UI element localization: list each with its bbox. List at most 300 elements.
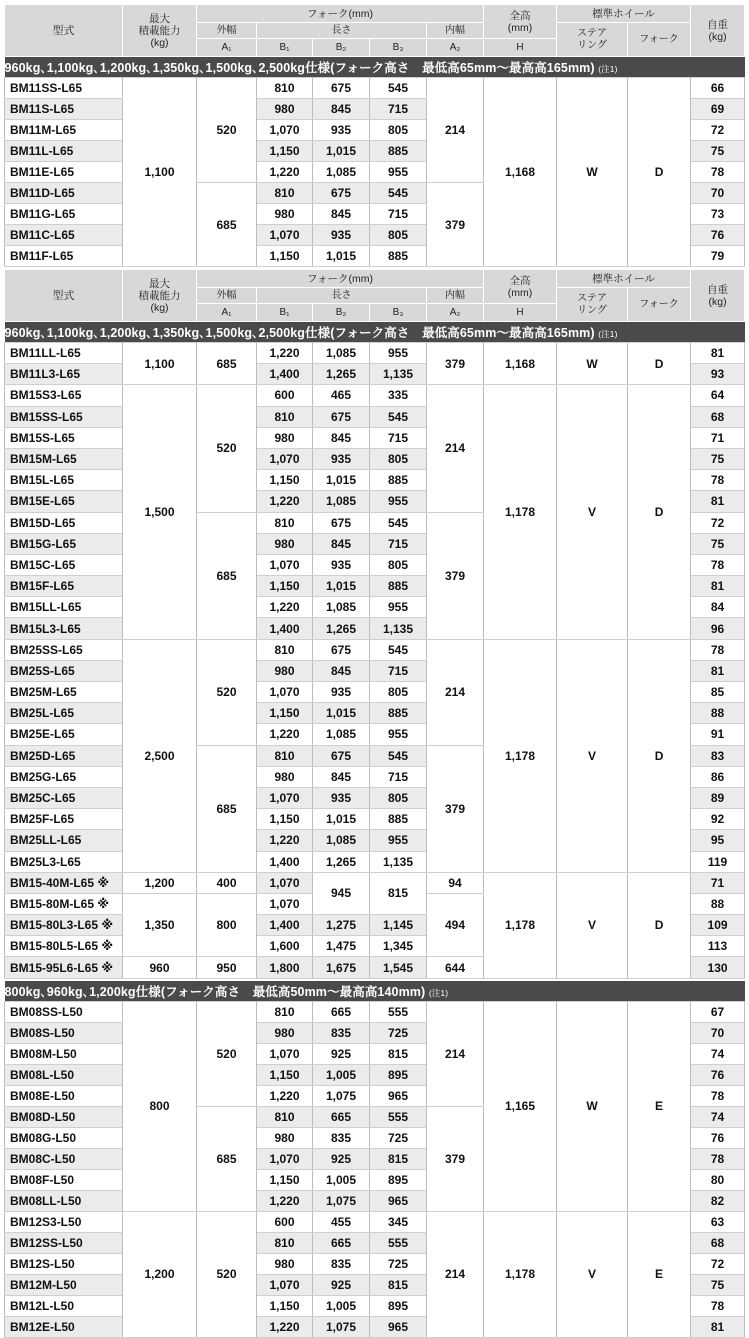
cell-weight: 70: [691, 1022, 745, 1043]
cell-model: BM11C-L65: [5, 225, 123, 246]
header-a1: A₁: [197, 39, 257, 57]
cell-weight: 76: [691, 1064, 745, 1085]
cell-weight: 75: [691, 448, 745, 469]
cell-b1: 1,070: [257, 682, 313, 703]
cell-steer: W: [557, 343, 628, 385]
spec-block-1: [4, 4, 745, 267]
table-row: [5, 1211, 745, 1232]
cell-b3: 545: [370, 639, 427, 660]
cell-b1: 1,220: [257, 491, 313, 512]
section-note: (注1): [598, 329, 618, 339]
cell-b1: 980: [257, 427, 313, 448]
cell-weight: 81: [691, 660, 745, 681]
cell-model: BM11L3-L65: [5, 364, 123, 385]
cell-weight: 79: [691, 246, 745, 267]
section-title: [5, 981, 745, 1002]
cell-model: BM25L3-L65: [5, 851, 123, 872]
cell-b2: 935: [313, 682, 370, 703]
cell-weight: 91: [691, 724, 745, 745]
cell-b3: 955: [370, 491, 427, 512]
cell-b2: 665: [313, 1232, 370, 1253]
cell-capacity: 1,350: [123, 893, 197, 957]
cell-model: BM08D-L50: [5, 1106, 123, 1127]
cell-b1: 1,150: [257, 141, 313, 162]
cell-a1: 950: [197, 957, 257, 978]
cell-model: BM11E-L65: [5, 162, 123, 183]
cell-b3: 965: [370, 1190, 427, 1211]
cell-weight: 74: [691, 1106, 745, 1127]
cell-b3: 545: [370, 183, 427, 204]
header-wheel-group: 標準ホイール: [557, 270, 691, 288]
header-height: 全高 (mm): [484, 5, 557, 39]
cell-model: BM11D-L65: [5, 183, 123, 204]
cell-model: BM15SS-L65: [5, 406, 123, 427]
cell-weight: 96: [691, 618, 745, 639]
cell-weight: 88: [691, 893, 745, 914]
section-title-text: 960kg､1,100kg､1,200kg､1,350kg､1,500kg､2,500kg仕様(フォーク高さ 最低高65mm～最高高165mm): [4, 61, 595, 75]
cell-weight: 72: [691, 1253, 745, 1274]
cell-model: BM08G-L50: [5, 1127, 123, 1148]
cell-b2: 1,005: [313, 1295, 370, 1316]
cell-b2: 675: [313, 745, 370, 766]
cell-b2: 1,085: [313, 597, 370, 618]
table-row: [5, 385, 745, 406]
header-a2: A₂: [427, 304, 484, 322]
cell-weight: 78: [691, 554, 745, 575]
cell-a1: 685: [197, 1106, 257, 1211]
cell-b1: 1,070: [257, 787, 313, 808]
cell-weight: 64: [691, 385, 745, 406]
cell-capacity: 960: [123, 957, 197, 978]
cell-b1: 980: [257, 204, 313, 225]
header-steer: ステア リング: [557, 23, 628, 57]
header-wheel-group: 標準ホイール: [557, 5, 691, 23]
cell-b2: 1,085: [313, 830, 370, 851]
cell-weight: 71: [691, 872, 745, 893]
cell-model: BM15S3-L65: [5, 385, 123, 406]
header-row: [5, 5, 745, 23]
cell-weight: 70: [691, 183, 745, 204]
cell-b2: 1,015: [313, 141, 370, 162]
cell-weight: 83: [691, 745, 745, 766]
cell-weight: 75: [691, 1274, 745, 1295]
section-title-row: [5, 981, 745, 1002]
cell-b3: 955: [370, 343, 427, 364]
spec-block-2: [4, 269, 745, 979]
cell-weight: 80: [691, 1169, 745, 1190]
header-inner-width: 内幅: [427, 23, 484, 39]
cell-h: 1,178: [484, 385, 557, 639]
cell-weight: 109: [691, 915, 745, 936]
section-title-text: 960kg､1,100kg､1,200kg､1,350kg､1,500kg､2,500kg仕様(フォーク高さ 最低高65mm～最高高165mm): [4, 326, 595, 340]
cell-model: BM25SS-L65: [5, 639, 123, 660]
cell-b2: 935: [313, 448, 370, 469]
cell-model: BM08M-L50: [5, 1043, 123, 1064]
cell-fork: D: [628, 343, 691, 385]
cell-b2: 1,005: [313, 1169, 370, 1190]
cell-b2: 845: [313, 660, 370, 681]
cell-b1: 810: [257, 639, 313, 660]
cell-b1: 1,220: [257, 724, 313, 745]
header-outer-width: 外幅: [197, 288, 257, 304]
cell-model: BM15-40M-L65 ※: [5, 872, 123, 893]
section-title-row: [5, 322, 745, 343]
cell-b1: 1,400: [257, 618, 313, 639]
cell-b1: 1,070: [257, 1148, 313, 1169]
table-row: [5, 1001, 745, 1022]
cell-b2: 1,015: [313, 703, 370, 724]
cell-b1: 1,070: [257, 893, 313, 914]
cell-b2: 1,085: [313, 343, 370, 364]
cell-b2: 1,075: [313, 1316, 370, 1337]
cell-b1: 1,150: [257, 1295, 313, 1316]
cell-b1: 1,150: [257, 809, 313, 830]
cell-b3: 545: [370, 406, 427, 427]
cell-b3: 885: [370, 809, 427, 830]
cell-fork: D: [628, 78, 691, 267]
cell-model: BM25F-L65: [5, 809, 123, 830]
header-b1: B₁: [257, 304, 313, 322]
cell-b3: 885: [370, 576, 427, 597]
cell-capacity: 1,100: [123, 343, 197, 385]
cell-a2: 214: [427, 1211, 484, 1337]
cell-h: 1,178: [484, 639, 557, 872]
cell-b3: 1,135: [370, 851, 427, 872]
cell-model: BM11SS-L65: [5, 78, 123, 99]
cell-h: 1,178: [484, 872, 557, 978]
cell-model: BM15D-L65: [5, 512, 123, 533]
cell-weight: 95: [691, 830, 745, 851]
cell-weight: 78: [691, 1148, 745, 1169]
cell-weight: 71: [691, 427, 745, 448]
cell-b3: 885: [370, 703, 427, 724]
cell-weight: 81: [691, 343, 745, 364]
cell-weight: 88: [691, 703, 745, 724]
cell-a1: 520: [197, 1211, 257, 1337]
cell-b2: 675: [313, 78, 370, 99]
section-title-row: [5, 57, 745, 78]
header-b2: B₂: [313, 304, 370, 322]
cell-b1: 1,150: [257, 576, 313, 597]
cell-b3: 895: [370, 1064, 427, 1085]
cell-a2: 214: [427, 1001, 484, 1106]
cell-capacity: 800: [123, 1001, 197, 1211]
cell-b3: 965: [370, 1085, 427, 1106]
cell-h: 1,168: [484, 78, 557, 267]
cell-b3: 725: [370, 1022, 427, 1043]
header-row: [5, 270, 745, 288]
header-b2: B₂: [313, 39, 370, 57]
cell-b2: 1,675: [313, 957, 370, 978]
header-weight: 自重 (kg): [691, 270, 745, 322]
cell-b2: 1,265: [313, 364, 370, 385]
cell-model: BM12M-L50: [5, 1274, 123, 1295]
cell-weight: 66: [691, 78, 745, 99]
cell-a1: 400: [197, 872, 257, 893]
cell-fork: E: [628, 1211, 691, 1337]
cell-weight: 89: [691, 787, 745, 808]
cell-b2: 1,085: [313, 491, 370, 512]
cell-b2: 835: [313, 1022, 370, 1043]
cell-b2: 1,475: [313, 936, 370, 957]
cell-weight: 72: [691, 120, 745, 141]
cell-b1: 1,220: [257, 830, 313, 851]
cell-b3: 805: [370, 682, 427, 703]
table-row: [5, 639, 745, 660]
cell-b1: 810: [257, 512, 313, 533]
cell-model: BM15L-L65: [5, 470, 123, 491]
cell-b2: 675: [313, 183, 370, 204]
cell-b2: 1,015: [313, 576, 370, 597]
cell-b2: 845: [313, 766, 370, 787]
cell-steer: V: [557, 639, 628, 872]
cell-weight: 85: [691, 682, 745, 703]
cell-b2: 835: [313, 1253, 370, 1274]
cell-weight: 78: [691, 1085, 745, 1106]
cell-a1: 685: [197, 343, 257, 385]
cell-b1: 1,220: [257, 343, 313, 364]
cell-b3: 895: [370, 1169, 427, 1190]
cell-a1: 520: [197, 78, 257, 183]
cell-b3: 805: [370, 554, 427, 575]
cell-b2: 1,075: [313, 1190, 370, 1211]
cell-b1: 1,400: [257, 915, 313, 936]
cell-b1: 1,600: [257, 936, 313, 957]
cell-b2: 945: [313, 872, 370, 914]
cell-b2: 665: [313, 1001, 370, 1022]
cell-b1: 1,220: [257, 1085, 313, 1106]
cell-model: BM08L-L50: [5, 1064, 123, 1085]
cell-b1: 1,070: [257, 1043, 313, 1064]
cell-b3: 885: [370, 470, 427, 491]
cell-b1: 980: [257, 99, 313, 120]
cell-b2: 675: [313, 512, 370, 533]
cell-model: BM15LL-L65: [5, 597, 123, 618]
cell-b2: 1,005: [313, 1064, 370, 1085]
cell-b1: 1,400: [257, 851, 313, 872]
cell-b1: 1,150: [257, 246, 313, 267]
cell-b3: 1,135: [370, 618, 427, 639]
cell-b3: 725: [370, 1253, 427, 1274]
cell-b3: 895: [370, 1295, 427, 1316]
cell-b3: 545: [370, 745, 427, 766]
cell-b1: 1,220: [257, 1316, 313, 1337]
cell-b3: 555: [370, 1232, 427, 1253]
cell-b2: 455: [313, 1211, 370, 1232]
cell-capacity: 1,500: [123, 385, 197, 639]
cell-a2: 94: [427, 872, 484, 893]
cell-weight: 72: [691, 512, 745, 533]
cell-weight: 84: [691, 597, 745, 618]
cell-b2: 925: [313, 1043, 370, 1064]
cell-model: BM11G-L65: [5, 204, 123, 225]
cell-b1: 1,220: [257, 1190, 313, 1211]
cell-a2: 379: [427, 343, 484, 385]
header-b1: B₁: [257, 39, 313, 57]
cell-h: 1,178: [484, 1211, 557, 1337]
cell-model: BM15G-L65: [5, 533, 123, 554]
cell-b3: 715: [370, 99, 427, 120]
cell-b3: 1,145: [370, 915, 427, 936]
header-fork-group: フォーク(mm): [197, 5, 484, 23]
cell-a2: 379: [427, 512, 484, 639]
header-steer: ステア リング: [557, 288, 628, 322]
cell-fork: D: [628, 872, 691, 978]
cell-b3: 955: [370, 830, 427, 851]
cell-b1: 980: [257, 1022, 313, 1043]
cell-b1: 810: [257, 745, 313, 766]
cell-b3: 955: [370, 597, 427, 618]
cell-b1: 980: [257, 1127, 313, 1148]
cell-steer: V: [557, 385, 628, 639]
cell-fork: D: [628, 385, 691, 639]
table-row: [5, 343, 745, 364]
cell-b1: 1,150: [257, 470, 313, 491]
cell-b3: 345: [370, 1211, 427, 1232]
cell-model: BM08F-L50: [5, 1169, 123, 1190]
cell-b3: 885: [370, 246, 427, 267]
cell-b2: 845: [313, 533, 370, 554]
cell-model: BM15S-L65: [5, 427, 123, 448]
cell-b3: 815: [370, 1274, 427, 1295]
cell-a2: 379: [427, 183, 484, 267]
cell-weight: 68: [691, 406, 745, 427]
header-a1: A₁: [197, 304, 257, 322]
cell-model: BM11LL-L65: [5, 343, 123, 364]
cell-b2: 1,015: [313, 470, 370, 491]
cell-model: BM12E-L50: [5, 1316, 123, 1337]
header-length: 長さ: [257, 23, 427, 39]
cell-b1: 810: [257, 1106, 313, 1127]
header-fork: フォーク: [628, 23, 691, 57]
cell-model: BM15L3-L65: [5, 618, 123, 639]
cell-model: BM08C-L50: [5, 1148, 123, 1169]
cell-b2: 1,265: [313, 851, 370, 872]
cell-b2: 835: [313, 1127, 370, 1148]
header-a2: A₂: [427, 39, 484, 57]
cell-weight: 81: [691, 576, 745, 597]
cell-weight: 75: [691, 141, 745, 162]
cell-capacity: 1,200: [123, 1211, 197, 1337]
cell-b3: 805: [370, 225, 427, 246]
header-weight: 自重 (kg): [691, 5, 745, 57]
cell-steer: W: [557, 78, 628, 267]
header-capacity: 最大 積載能力 (kg): [123, 270, 197, 322]
cell-model: BM15F-L65: [5, 576, 123, 597]
cell-b3: 545: [370, 78, 427, 99]
cell-a1: 520: [197, 1001, 257, 1106]
cell-model: BM11M-L65: [5, 120, 123, 141]
cell-b2: 1,085: [313, 724, 370, 745]
header-capacity: 最大 積載能力 (kg): [123, 5, 197, 57]
cell-model: BM12S3-L50: [5, 1211, 123, 1232]
cell-model: BM08E-L50: [5, 1085, 123, 1106]
cell-b3: 815: [370, 1148, 427, 1169]
cell-b2: 925: [313, 1148, 370, 1169]
cell-model: BM11F-L65: [5, 246, 123, 267]
header-fork-group: フォーク(mm): [197, 270, 484, 288]
cell-b3: 545: [370, 512, 427, 533]
cell-b1: 600: [257, 1211, 313, 1232]
cell-a1: 520: [197, 385, 257, 512]
cell-weight: 113: [691, 936, 745, 957]
cell-model: BM12S-L50: [5, 1253, 123, 1274]
cell-model: BM12L-L50: [5, 1295, 123, 1316]
cell-weight: 78: [691, 1295, 745, 1316]
cell-b1: 1,220: [257, 162, 313, 183]
cell-b2: 935: [313, 787, 370, 808]
cell-model: BM11L-L65: [5, 141, 123, 162]
header-height: 全高 (mm): [484, 270, 557, 304]
spec-block-3: [4, 981, 745, 1338]
cell-b1: 1,070: [257, 1274, 313, 1295]
cell-a2: 644: [427, 957, 484, 978]
cell-weight: 63: [691, 1211, 745, 1232]
cell-a2: 494: [427, 893, 484, 957]
section-title: [5, 57, 745, 78]
cell-model: BM25G-L65: [5, 766, 123, 787]
cell-a1: 800: [197, 893, 257, 957]
cell-a2: 214: [427, 385, 484, 512]
cell-b2: 845: [313, 99, 370, 120]
cell-model: BM15-80L3-L65 ※: [5, 915, 123, 936]
cell-weight: 81: [691, 1316, 745, 1337]
cell-b1: 980: [257, 533, 313, 554]
cell-b3: 1,345: [370, 936, 427, 957]
cell-weight: 78: [691, 470, 745, 491]
cell-b3: 955: [370, 162, 427, 183]
cell-b2: 665: [313, 1106, 370, 1127]
cell-b3: 805: [370, 787, 427, 808]
cell-weight: 82: [691, 1190, 745, 1211]
cell-steer: V: [557, 872, 628, 978]
cell-model: BM08SS-L50: [5, 1001, 123, 1022]
cell-a2: 214: [427, 639, 484, 745]
cell-weight: 86: [691, 766, 745, 787]
cell-b3: 805: [370, 120, 427, 141]
cell-b1: 810: [257, 406, 313, 427]
header-h: H: [484, 39, 557, 57]
cell-model: BM15E-L65: [5, 491, 123, 512]
cell-fork: D: [628, 639, 691, 872]
header-length: 長さ: [257, 288, 427, 304]
cell-model: BM25M-L65: [5, 682, 123, 703]
cell-weight: 69: [691, 99, 745, 120]
cell-b1: 1,070: [257, 448, 313, 469]
section-note: (注1): [598, 64, 618, 74]
cell-b1: 1,070: [257, 120, 313, 141]
cell-b3: 955: [370, 724, 427, 745]
cell-weight: 92: [691, 809, 745, 830]
cell-b2: 935: [313, 554, 370, 575]
cell-b1: 1,220: [257, 597, 313, 618]
header-model: 型式: [5, 270, 123, 322]
cell-b3: 885: [370, 141, 427, 162]
section-title: [5, 322, 745, 343]
table-row: [5, 872, 745, 893]
cell-model: BM25S-L65: [5, 660, 123, 681]
cell-steer: V: [557, 1211, 628, 1337]
header-fork: フォーク: [628, 288, 691, 322]
cell-b2: 935: [313, 225, 370, 246]
cell-b3: 965: [370, 1316, 427, 1337]
header-b3: B₃: [370, 304, 427, 322]
cell-b1: 810: [257, 78, 313, 99]
cell-weight: 119: [691, 851, 745, 872]
cell-model: BM08S-L50: [5, 1022, 123, 1043]
cell-capacity: 1,100: [123, 78, 197, 267]
cell-b3: 1,135: [370, 364, 427, 385]
